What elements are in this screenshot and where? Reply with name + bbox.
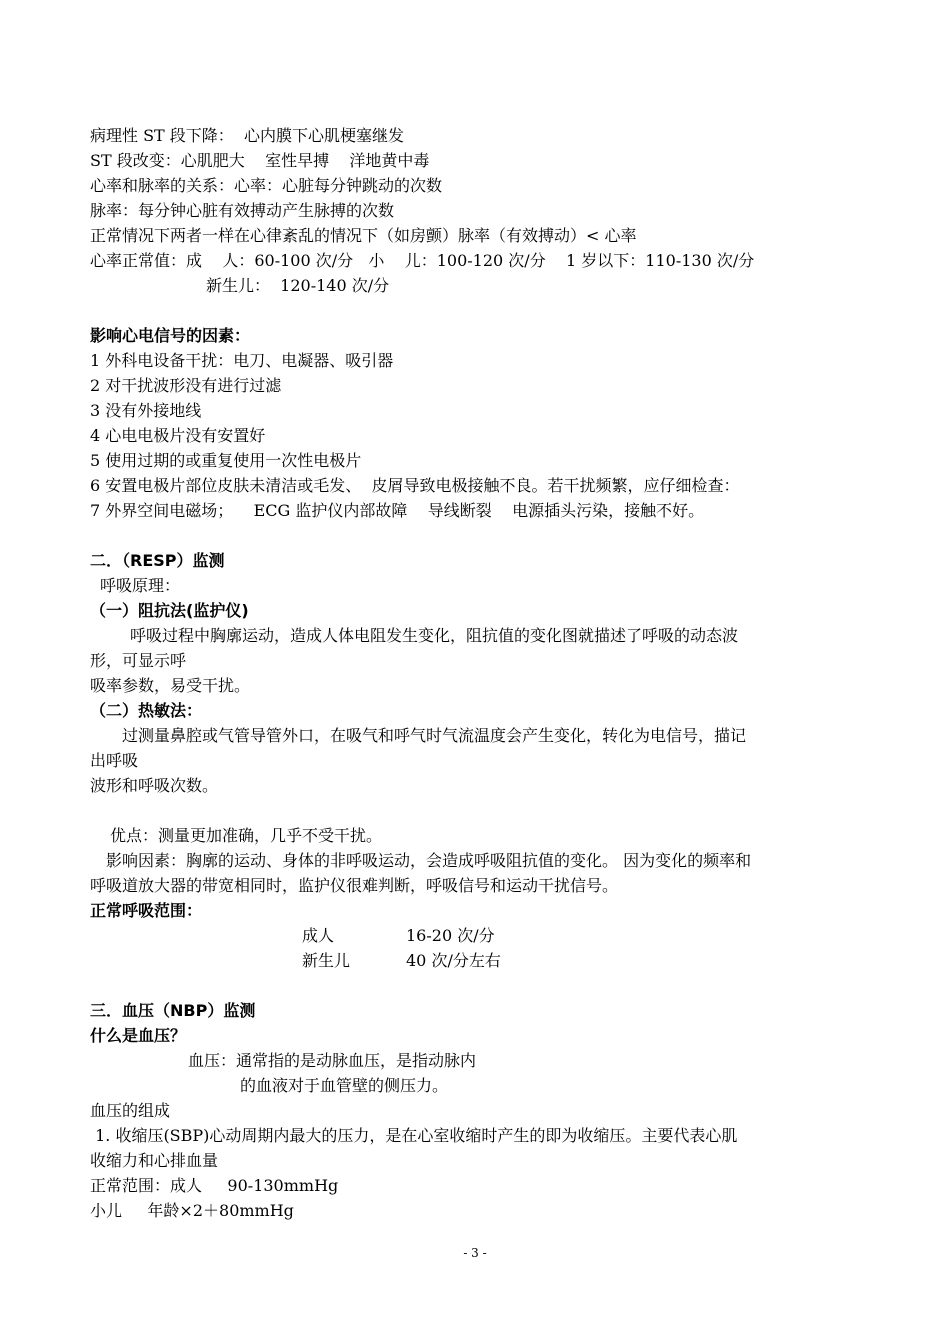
resp-range-label: 成人 xyxy=(302,926,335,945)
sbp-line-2: 收缩力和心排血量 xyxy=(90,1151,219,1170)
factor-item: 7 外界空间电磁场； ECG 监护仪内部故障 导线断裂 电源插头污染，接触不好。 xyxy=(90,501,705,520)
factor-item: 4 心电电极片没有安置好 xyxy=(90,426,266,445)
factor-item: 3 没有外接地线 xyxy=(90,401,202,420)
impedance-line-3: 吸率参数，易受干扰。 xyxy=(90,676,251,695)
ecg-line-4: 脉率：每分钟心脏有效搏动产生脉搏的次数 xyxy=(90,201,395,220)
impedance-line-2: 形，可显示呼 xyxy=(90,651,187,670)
resp-range-value: 16-20 次/分 xyxy=(406,926,495,945)
factor-item: 2 对干扰波形没有进行过滤 xyxy=(90,376,282,395)
bp-definition-line-2: 的血液对于血管壁的侧压力。 xyxy=(240,1076,449,1095)
thermistor-line-3: 波形和呼吸次数。 xyxy=(90,776,219,795)
page-number: - 3 - xyxy=(463,1246,487,1260)
resp-range-value: 40 次/分左右 xyxy=(406,951,501,970)
ecg-line-3: 心率和脉率的关系：心率：心脏每分钟跳动的次数 xyxy=(90,176,443,195)
ecg-line-5: 正常情况下两者一样在心律紊乱的情况下（如房颤）脉率（有效搏动）< 心率 xyxy=(90,226,637,245)
influence-line-2: 呼吸道放大器的带宽相同时，监护仪很难判断，呼吸信号和运动干扰信号。 xyxy=(90,876,619,895)
advantage-text: 优点：测量更加准确，几乎不受干扰。 xyxy=(110,826,383,845)
thermistor-method-heading: （二）热敏法： xyxy=(90,701,203,720)
thermistor-line-2: 出呼吸 xyxy=(90,751,139,770)
factor-item: 1 外科电设备干扰：电刀、电凝器、吸引器 xyxy=(90,351,394,370)
sbp-line-1: 1. 收缩压(SBP)心动周期内最大的压力，是在心室收缩时产生的即为收缩压。主要代表心肌 xyxy=(90,1126,738,1145)
impedance-method-heading: （一）阻抗法(监护仪) xyxy=(90,601,249,620)
normal-resp-heading: 正常呼吸范围： xyxy=(90,901,203,920)
what-is-bp-heading: 什么是血压？ xyxy=(90,1026,187,1045)
influence-line-1: 影响因素：胸廓的运动、身体的非呼吸运动，会造成呼吸阻抗值的变化。 因为变化的频率和 xyxy=(106,851,752,870)
resp-principle: 呼吸原理： xyxy=(100,576,181,595)
resp-heading: 二．（RESP）监测 xyxy=(90,551,225,570)
thermistor-line-1: 过测量鼻腔或气管导管外口，在吸气和呼气时气流温度会产生变化，转化为电信号，描记 xyxy=(122,726,747,745)
normal-range-adult: 正常范围：成人 90-130mmHg xyxy=(90,1176,339,1195)
ecg-line-2: ST 段改变：心肌肥大 室性早搏 洋地黄中毒 xyxy=(90,151,430,170)
normal-range-child: 小儿 年龄×2＋80mmHg xyxy=(90,1201,294,1220)
ecg-line-7: 新生儿： 120-140 次/分 xyxy=(206,276,390,295)
factors-heading: 影响心电信号的因素： xyxy=(90,326,251,345)
bp-definition-line-1: 血压：通常指的是动脉血压，是指动脉内 xyxy=(188,1051,477,1070)
ecg-line-1: 病理性 ST 段下降： 心内膜下心肌梗塞继发 xyxy=(90,126,404,145)
factor-item: 5 使用过期的或重复使用一次性电极片 xyxy=(90,451,362,470)
factor-item: 6 安置电极片部位皮肤未清洁或毛发、 皮屑导致电极接触不良。若干扰频繁，应仔细检查： xyxy=(90,476,740,495)
ecg-line-6: 心率正常值：成 人：60-100 次/分 小 儿：100-120 次/分 1 岁以下：110-130 次/分 xyxy=(90,251,755,270)
resp-range-label: 新生儿 xyxy=(302,951,351,970)
bp-composition: 血压的组成 xyxy=(90,1101,171,1120)
impedance-line-1: 呼吸过程中胸廓运动，造成人体电阻发生变化，阻抗值的变化图就描述了呼吸的动态波 xyxy=(130,626,739,645)
nbp-heading: 三．血压（NBP）监测 xyxy=(90,1001,256,1020)
